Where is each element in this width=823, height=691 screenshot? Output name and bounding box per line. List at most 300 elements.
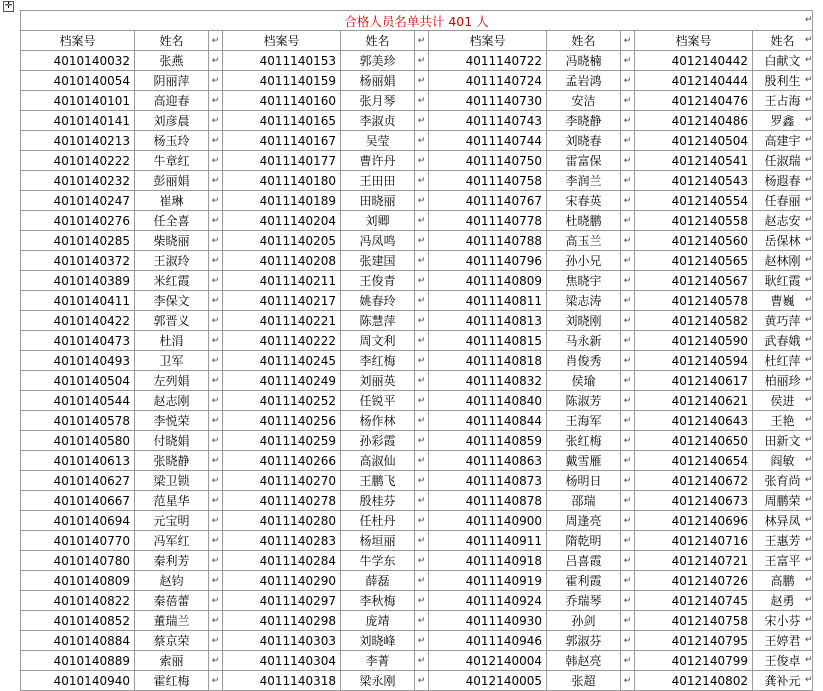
file-number-cell[interactable]: 4010140276 (21, 211, 135, 231)
cell-end-mark[interactable]: ↵ (209, 231, 223, 251)
cell-end-mark[interactable]: ↵ (621, 551, 635, 571)
file-number-cell[interactable]: 4010140780 (21, 551, 135, 571)
name-cell[interactable]: 岳保林 (753, 231, 813, 251)
file-number-cell[interactable]: 4011140930 (429, 611, 547, 631)
cell-end-mark[interactable]: ↵ (621, 51, 635, 71)
file-number-cell[interactable]: 4012140617 (635, 371, 753, 391)
file-number-cell[interactable]: 4010140285 (21, 231, 135, 251)
file-number-cell[interactable]: 4010140667 (21, 491, 135, 511)
cell-end-mark[interactable]: ↵ (415, 671, 429, 691)
cell-end-mark[interactable]: ↵ (209, 431, 223, 451)
name-cell[interactable]: 李淑贞 (341, 111, 415, 131)
file-number-cell[interactable]: 4011140204 (223, 211, 341, 231)
cell-end-mark[interactable]: ↵ (621, 671, 635, 691)
cell-end-mark[interactable]: ↵ (415, 291, 429, 311)
name-cell[interactable]: 陈慧萍 (341, 311, 415, 331)
cell-end-mark[interactable]: ↵ (621, 511, 635, 531)
cell-end-mark[interactable]: ↵ (621, 431, 635, 451)
name-cell[interactable]: 任淑瑞 (753, 151, 813, 171)
file-number-cell[interactable]: 4010140580 (21, 431, 135, 451)
file-number-cell[interactable]: 4010140493 (21, 351, 135, 371)
name-cell[interactable]: 杜晓鹏 (547, 211, 621, 231)
cell-end-mark[interactable]: ↵ (621, 591, 635, 611)
file-number-cell[interactable]: 4011140873 (429, 471, 547, 491)
name-cell[interactable]: 殷利生 (753, 71, 813, 91)
file-number-cell[interactable]: 4010140627 (21, 471, 135, 491)
name-cell[interactable]: 侯瑜 (547, 371, 621, 391)
cell-end-mark[interactable]: ↵ (415, 111, 429, 131)
file-number-cell[interactable]: 4011140911 (429, 531, 547, 551)
cell-end-mark[interactable]: ↵ (621, 631, 635, 651)
name-cell[interactable]: 冯凤鸣 (341, 231, 415, 251)
file-number-cell[interactable]: 4010140578 (21, 411, 135, 431)
cell-end-mark[interactable]: ↵ (415, 131, 429, 151)
file-number-cell[interactable]: 4012140650 (635, 431, 753, 451)
cell-end-mark[interactable]: ↵ (415, 211, 429, 231)
cell-end-mark[interactable]: ↵ (415, 491, 429, 511)
file-number-cell[interactable]: 4010140613 (21, 451, 135, 471)
name-cell[interactable]: 索丽 (135, 651, 209, 671)
file-number-cell[interactable]: 4011140815 (429, 331, 547, 351)
cell-end-mark[interactable]: ↵ (621, 131, 635, 151)
file-number-cell[interactable]: 4011140297 (223, 591, 341, 611)
file-number-cell[interactable]: 4011140266 (223, 451, 341, 471)
file-number-cell[interactable]: 4010140809 (21, 571, 135, 591)
name-cell[interactable]: 宋春英 (547, 191, 621, 211)
file-number-cell[interactable]: 4010140054 (21, 71, 135, 91)
name-cell[interactable]: 左列娟 (135, 371, 209, 391)
cell-end-mark[interactable]: ↵ (415, 251, 429, 271)
name-cell[interactable]: 吴莹 (341, 131, 415, 151)
header-name[interactable]: 姓名 (341, 31, 415, 51)
cell-end-mark[interactable]: ↵ (415, 611, 429, 631)
file-number-cell[interactable]: 4012140758 (635, 611, 753, 631)
table-move-handle-icon[interactable]: ✛ (4, 1, 13, 11)
file-number-cell[interactable]: 4011140208 (223, 251, 341, 271)
name-cell[interactable]: 杜涓 (135, 331, 209, 351)
name-cell[interactable]: 吕喜霞 (547, 551, 621, 571)
name-cell[interactable]: 霍红梅 (135, 671, 209, 691)
file-number-cell[interactable]: 4011140256 (223, 411, 341, 431)
name-cell[interactable]: 任杜丹 (341, 511, 415, 531)
file-number-cell[interactable]: 4011140259 (223, 431, 341, 451)
cell-end-mark[interactable]: ↵ (209, 191, 223, 211)
file-number-cell[interactable]: 4010140544 (21, 391, 135, 411)
cell-end-mark[interactable]: ↵ (415, 391, 429, 411)
file-number-cell[interactable]: 4010140222 (21, 151, 135, 171)
name-cell[interactable]: 张建国 (341, 251, 415, 271)
name-cell[interactable]: 柏丽珍 (753, 371, 813, 391)
name-cell[interactable]: 杜红萍 (753, 351, 813, 371)
file-number-cell[interactable]: 4011140222 (223, 331, 341, 351)
file-number-cell[interactable]: 4012140565 (635, 251, 753, 271)
file-number-cell[interactable]: 4011140919 (429, 571, 547, 591)
name-cell[interactable]: 王田田 (341, 171, 415, 191)
file-number-cell[interactable]: 4011140918 (429, 551, 547, 571)
header-name[interactable]: 姓名 (135, 31, 209, 51)
file-number-cell[interactable]: 4010140694 (21, 511, 135, 531)
cell-end-mark[interactable]: ↵ (621, 331, 635, 351)
cell-end-mark[interactable]: ↵ (415, 471, 429, 491)
cell-end-mark[interactable]: ↵ (415, 531, 429, 551)
name-cell[interactable]: 马永新 (547, 331, 621, 351)
name-cell[interactable]: 李润兰 (547, 171, 621, 191)
name-cell[interactable]: 林异凤 (753, 511, 813, 531)
file-number-cell[interactable]: 4011140730 (429, 91, 547, 111)
cell-end-mark[interactable]: ↵ (621, 391, 635, 411)
name-cell[interactable]: 龚补元 (753, 671, 813, 691)
file-number-cell[interactable]: 4010140032 (21, 51, 135, 71)
name-cell[interactable]: 高淑仙 (341, 451, 415, 471)
cell-end-mark[interactable]: ↵ (209, 531, 223, 551)
file-number-cell[interactable]: 4011140832 (429, 371, 547, 391)
cell-end-mark[interactable]: ↵ (621, 31, 635, 51)
file-number-cell[interactable]: 4011140298 (223, 611, 341, 631)
name-cell[interactable]: 赵勇 (753, 591, 813, 611)
header-file-number[interactable]: 档案号 (635, 31, 753, 51)
name-cell[interactable]: 周逢亮 (547, 511, 621, 531)
cell-end-mark[interactable]: ↵ (415, 191, 429, 211)
file-number-cell[interactable]: 4010140504 (21, 371, 135, 391)
file-number-cell[interactable]: 4012140558 (635, 211, 753, 231)
name-cell[interactable]: 郭淑芬 (547, 631, 621, 651)
name-cell[interactable]: 牛章红 (135, 151, 209, 171)
name-cell[interactable]: 韩赵亮 (547, 651, 621, 671)
name-cell[interactable]: 罗鑫 (753, 111, 813, 131)
file-number-cell[interactable]: 4011140809 (429, 271, 547, 291)
file-number-cell[interactable]: 4012140802 (635, 671, 753, 691)
name-cell[interactable]: 冯军红 (135, 531, 209, 551)
file-number-cell[interactable]: 4011140722 (429, 51, 547, 71)
name-cell[interactable]: 周鹏荣 (753, 491, 813, 511)
cell-end-mark[interactable]: ↵ (209, 611, 223, 631)
file-number-cell[interactable]: 4011140788 (429, 231, 547, 251)
file-number-cell[interactable]: 4011140290 (223, 571, 341, 591)
file-number-cell[interactable]: 4011140924 (429, 591, 547, 611)
file-number-cell[interactable]: 4011140221 (223, 311, 341, 331)
name-cell[interactable]: 周文利 (341, 331, 415, 351)
name-cell[interactable]: 霍利霞 (547, 571, 621, 591)
cell-end-mark[interactable]: ↵ (209, 351, 223, 371)
name-cell[interactable]: 李红梅 (341, 351, 415, 371)
file-number-cell[interactable]: 4011140284 (223, 551, 341, 571)
cell-end-mark[interactable]: ↵ (415, 571, 429, 591)
file-number-cell[interactable]: 4011140280 (223, 511, 341, 531)
file-number-cell[interactable]: 4012140795 (635, 631, 753, 651)
name-cell[interactable]: 王艳 (753, 411, 813, 431)
cell-end-mark[interactable]: ↵ (621, 251, 635, 271)
name-cell[interactable]: 庞靖 (341, 611, 415, 631)
file-number-cell[interactable]: 4012140486 (635, 111, 753, 131)
name-cell[interactable]: 李秋梅 (341, 591, 415, 611)
name-cell[interactable]: 阴丽萍 (135, 71, 209, 91)
name-cell[interactable]: 张燕 (135, 51, 209, 71)
cell-end-mark[interactable]: ↵ (621, 471, 635, 491)
file-number-cell[interactable]: 4011140900 (429, 511, 547, 531)
name-cell[interactable]: 高鹏 (753, 571, 813, 591)
cell-end-mark[interactable]: ↵ (621, 191, 635, 211)
cell-end-mark[interactable]: ↵ (415, 51, 429, 71)
name-cell[interactable]: 张晓静 (135, 451, 209, 471)
cell-end-mark[interactable]: ↵ (621, 311, 635, 331)
name-cell[interactable]: 彭丽娟 (135, 171, 209, 191)
file-number-cell[interactable]: 4011140767 (429, 191, 547, 211)
file-number-cell[interactable]: 4010140422 (21, 311, 135, 331)
name-cell[interactable]: 张月琴 (341, 91, 415, 111)
name-cell[interactable]: 武春娥 (753, 331, 813, 351)
file-number-cell[interactable]: 4011140278 (223, 491, 341, 511)
cell-end-mark[interactable]: ↵ (621, 211, 635, 231)
name-cell[interactable]: 殷桂芬 (341, 491, 415, 511)
file-number-cell[interactable]: 4011140946 (429, 631, 547, 651)
name-cell[interactable]: 邵瑞 (547, 491, 621, 511)
file-number-cell[interactable]: 4012140799 (635, 651, 753, 671)
name-cell[interactable]: 高迎春 (135, 91, 209, 111)
name-cell[interactable]: 冯晓楠 (547, 51, 621, 71)
name-cell[interactable]: 田晓丽 (341, 191, 415, 211)
header-name[interactable]: 姓名 (547, 31, 621, 51)
name-cell[interactable]: 郭晋义 (135, 311, 209, 331)
file-number-cell[interactable]: 4010140247 (21, 191, 135, 211)
file-number-cell[interactable]: 4012140444 (635, 71, 753, 91)
file-number-cell[interactable]: 4012140554 (635, 191, 753, 211)
name-cell[interactable]: 任全喜 (135, 211, 209, 231)
name-cell[interactable]: 范星华 (135, 491, 209, 511)
cell-end-mark[interactable]: ↵ (621, 231, 635, 251)
file-number-cell[interactable]: 4011140167 (223, 131, 341, 151)
file-number-cell[interactable]: 4011140796 (429, 251, 547, 271)
cell-end-mark[interactable]: ↵ (415, 411, 429, 431)
name-cell[interactable]: 付晓娟 (135, 431, 209, 451)
file-number-cell[interactable]: 4011140283 (223, 531, 341, 551)
file-number-cell[interactable]: 4011140270 (223, 471, 341, 491)
file-number-cell[interactable]: 4012140726 (635, 571, 753, 591)
name-cell[interactable]: 孙剑 (547, 611, 621, 631)
name-cell[interactable]: 安洁 (547, 91, 621, 111)
name-cell[interactable]: 元宝明 (135, 511, 209, 531)
file-number-cell[interactable]: 4012140543 (635, 171, 753, 191)
name-cell[interactable]: 刘彦晨 (135, 111, 209, 131)
name-cell[interactable]: 孙小兄 (547, 251, 621, 271)
name-cell[interactable]: 赵志刚 (135, 391, 209, 411)
name-cell[interactable]: 蔡京荣 (135, 631, 209, 651)
file-number-cell[interactable]: 4012140504 (635, 131, 753, 151)
file-number-cell[interactable]: 4011140153 (223, 51, 341, 71)
file-number-cell[interactable]: 4010140411 (21, 291, 135, 311)
file-number-cell[interactable]: 4011140840 (429, 391, 547, 411)
file-number-cell[interactable]: 4011140744 (429, 131, 547, 151)
cell-end-mark[interactable]: ↵ (209, 491, 223, 511)
cell-end-mark[interactable]: ↵ (415, 231, 429, 251)
name-cell[interactable]: 王婷君 (753, 631, 813, 651)
cell-end-mark[interactable]: ↵ (621, 171, 635, 191)
cell-end-mark[interactable]: ↵ (621, 491, 635, 511)
file-number-cell[interactable]: 4012140567 (635, 271, 753, 291)
cell-end-mark[interactable]: ↵ (415, 591, 429, 611)
name-cell[interactable]: 高玉兰 (547, 231, 621, 251)
cell-end-mark[interactable]: ↵ (621, 411, 635, 431)
name-cell[interactable]: 张超 (547, 671, 621, 691)
cell-end-mark[interactable]: ↵ (415, 91, 429, 111)
name-cell[interactable]: 陈淑芳 (547, 391, 621, 411)
cell-end-mark[interactable]: ↵ (209, 91, 223, 111)
file-number-cell[interactable]: 4012140721 (635, 551, 753, 571)
file-number-cell[interactable]: 4010140101 (21, 91, 135, 111)
cell-end-mark[interactable]: ↵ (209, 651, 223, 671)
name-cell[interactable]: 王俊卓 (753, 651, 813, 671)
cell-end-mark[interactable]: ↵ (209, 331, 223, 351)
name-cell[interactable]: 张红梅 (547, 431, 621, 451)
cell-end-mark[interactable]: ↵ (209, 271, 223, 291)
file-number-cell[interactable]: 4012140578 (635, 291, 753, 311)
cell-end-mark[interactable]: ↵ (415, 331, 429, 351)
file-number-cell[interactable]: 4012140745 (635, 591, 753, 611)
cell-end-mark[interactable]: ↵ (209, 251, 223, 271)
cell-end-mark[interactable]: ↵ (621, 271, 635, 291)
name-cell[interactable]: 王俊青 (341, 271, 415, 291)
name-cell[interactable]: 梁卫锁 (135, 471, 209, 491)
cell-end-mark[interactable]: ↵ (209, 371, 223, 391)
name-cell[interactable]: 孙彩霞 (341, 431, 415, 451)
cell-end-mark[interactable]: ↵ (209, 551, 223, 571)
cell-end-mark[interactable]: ↵ (621, 451, 635, 471)
cell-end-mark[interactable]: ↵ (621, 651, 635, 671)
header-file-number[interactable]: 档案号 (21, 31, 135, 51)
cell-end-mark[interactable]: ↵ (209, 411, 223, 431)
file-number-cell[interactable]: 4010140940 (21, 671, 135, 691)
file-number-cell[interactable]: 4012140005 (429, 671, 547, 691)
cell-end-mark[interactable]: ↵ (415, 311, 429, 331)
file-number-cell[interactable]: 4011140177 (223, 151, 341, 171)
file-number-cell[interactable]: 4011140189 (223, 191, 341, 211)
cell-end-mark[interactable]: ↵ (621, 151, 635, 171)
file-number-cell[interactable]: 4011140863 (429, 451, 547, 471)
file-number-cell[interactable]: 4012140594 (635, 351, 753, 371)
cell-end-mark[interactable]: ↵ (209, 211, 223, 231)
name-cell[interactable]: 杨玉玲 (135, 131, 209, 151)
file-number-cell[interactable]: 4012140716 (635, 531, 753, 551)
file-number-cell[interactable]: 4011140859 (429, 431, 547, 451)
cell-end-mark[interactable]: ↵ (415, 511, 429, 531)
cell-end-mark[interactable]: ↵ (209, 631, 223, 651)
name-cell[interactable]: 隋乾明 (547, 531, 621, 551)
file-number-cell[interactable]: 4011140743 (429, 111, 547, 131)
name-cell[interactable]: 阎敏 (753, 451, 813, 471)
cell-end-mark[interactable]: ↵ (621, 611, 635, 631)
file-number-cell[interactable]: 4010140232 (21, 171, 135, 191)
name-cell[interactable]: 赵林刚 (753, 251, 813, 271)
name-cell[interactable]: 黄巧萍 (753, 311, 813, 331)
file-number-cell[interactable]: 4011140844 (429, 411, 547, 431)
cell-end-mark[interactable]: ↵ (209, 171, 223, 191)
cell-end-mark[interactable]: ↵ (209, 671, 223, 691)
name-cell[interactable]: 李保文 (135, 291, 209, 311)
name-cell[interactable]: 刘晓刚 (547, 311, 621, 331)
cell-end-mark[interactable]: ↵ (621, 71, 635, 91)
file-number-cell[interactable]: 4011140778 (429, 211, 547, 231)
name-cell[interactable]: 王富平 (753, 551, 813, 571)
file-number-cell[interactable]: 4012140672 (635, 471, 753, 491)
name-cell[interactable]: 侯进 (753, 391, 813, 411)
name-cell[interactable]: 任春丽 (753, 191, 813, 211)
name-cell[interactable]: 杨垣丽 (341, 531, 415, 551)
name-cell[interactable]: 崔琳 (135, 191, 209, 211)
name-cell[interactable]: 卫军 (135, 351, 209, 371)
name-cell[interactable]: 戴雪雁 (547, 451, 621, 471)
file-number-cell[interactable]: 4011140813 (429, 311, 547, 331)
header-name[interactable]: 姓名 (753, 31, 813, 51)
file-number-cell[interactable]: 4011140811 (429, 291, 547, 311)
cell-end-mark[interactable]: ↵ (209, 51, 223, 71)
file-number-cell[interactable]: 4011140878 (429, 491, 547, 511)
cell-end-mark[interactable]: ↵ (415, 31, 429, 51)
name-cell[interactable]: 李菁 (341, 651, 415, 671)
file-number-cell[interactable]: 4010140884 (21, 631, 135, 651)
name-cell[interactable]: 刘卿 (341, 211, 415, 231)
file-number-cell[interactable]: 4011140750 (429, 151, 547, 171)
file-number-cell[interactable]: 4011140217 (223, 291, 341, 311)
name-cell[interactable]: 梁永刚 (341, 671, 415, 691)
name-cell[interactable]: 赵志安 (753, 211, 813, 231)
cell-end-mark[interactable]: ↵ (415, 151, 429, 171)
cell-end-mark[interactable]: ↵ (621, 571, 635, 591)
cell-end-mark[interactable]: ↵ (415, 451, 429, 471)
name-cell[interactable]: 柴晓丽 (135, 231, 209, 251)
cell-end-mark[interactable]: ↵ (209, 451, 223, 471)
cell-end-mark[interactable]: ↵ (621, 531, 635, 551)
file-number-cell[interactable]: 4012140004 (429, 651, 547, 671)
name-cell[interactable]: 刘丽英 (341, 371, 415, 391)
cell-end-mark[interactable]: ↵ (415, 171, 429, 191)
name-cell[interactable]: 王海军 (547, 411, 621, 431)
cell-end-mark[interactable]: ↵ (209, 511, 223, 531)
cell-end-mark[interactable]: ↵ (209, 151, 223, 171)
cell-end-mark[interactable]: ↵ (209, 471, 223, 491)
cell-end-mark[interactable]: ↵ (209, 571, 223, 591)
file-number-cell[interactable]: 4012140541 (635, 151, 753, 171)
file-number-cell[interactable]: 4011140160 (223, 91, 341, 111)
file-number-cell[interactable]: 4011140818 (429, 351, 547, 371)
cell-end-mark[interactable]: ↵ (621, 91, 635, 111)
name-cell[interactable]: 高建宇 (753, 131, 813, 151)
file-number-cell[interactable]: 4012140643 (635, 411, 753, 431)
header-file-number[interactable]: 档案号 (223, 31, 341, 51)
cell-end-mark[interactable]: ↵ (209, 291, 223, 311)
header-file-number[interactable]: 档案号 (429, 31, 547, 51)
name-cell[interactable]: 田新文 (753, 431, 813, 451)
cell-end-mark[interactable]: ↵ (415, 631, 429, 651)
cell-end-mark[interactable]: ↵ (209, 391, 223, 411)
name-cell[interactable]: 刘晓峰 (341, 631, 415, 651)
name-cell[interactable]: 乔瑞琴 (547, 591, 621, 611)
file-number-cell[interactable]: 4012140582 (635, 311, 753, 331)
name-cell[interactable]: 王惠芳 (753, 531, 813, 551)
file-number-cell[interactable]: 4012140654 (635, 451, 753, 471)
file-number-cell[interactable]: 4011140252 (223, 391, 341, 411)
name-cell[interactable]: 秦利芳 (135, 551, 209, 571)
name-cell[interactable]: 曹许丹 (341, 151, 415, 171)
cell-end-mark[interactable]: ↵ (209, 111, 223, 131)
file-number-cell[interactable]: 4010140770 (21, 531, 135, 551)
cell-end-mark[interactable]: ↵ (209, 311, 223, 331)
file-number-cell[interactable]: 4011140724 (429, 71, 547, 91)
file-number-cell[interactable]: 4012140621 (635, 391, 753, 411)
name-cell[interactable]: 杨遐春 (753, 171, 813, 191)
name-cell[interactable]: 王鹏飞 (341, 471, 415, 491)
name-cell[interactable]: 米红霞 (135, 271, 209, 291)
name-cell[interactable]: 李悦荣 (135, 411, 209, 431)
file-number-cell[interactable]: 4011140245 (223, 351, 341, 371)
